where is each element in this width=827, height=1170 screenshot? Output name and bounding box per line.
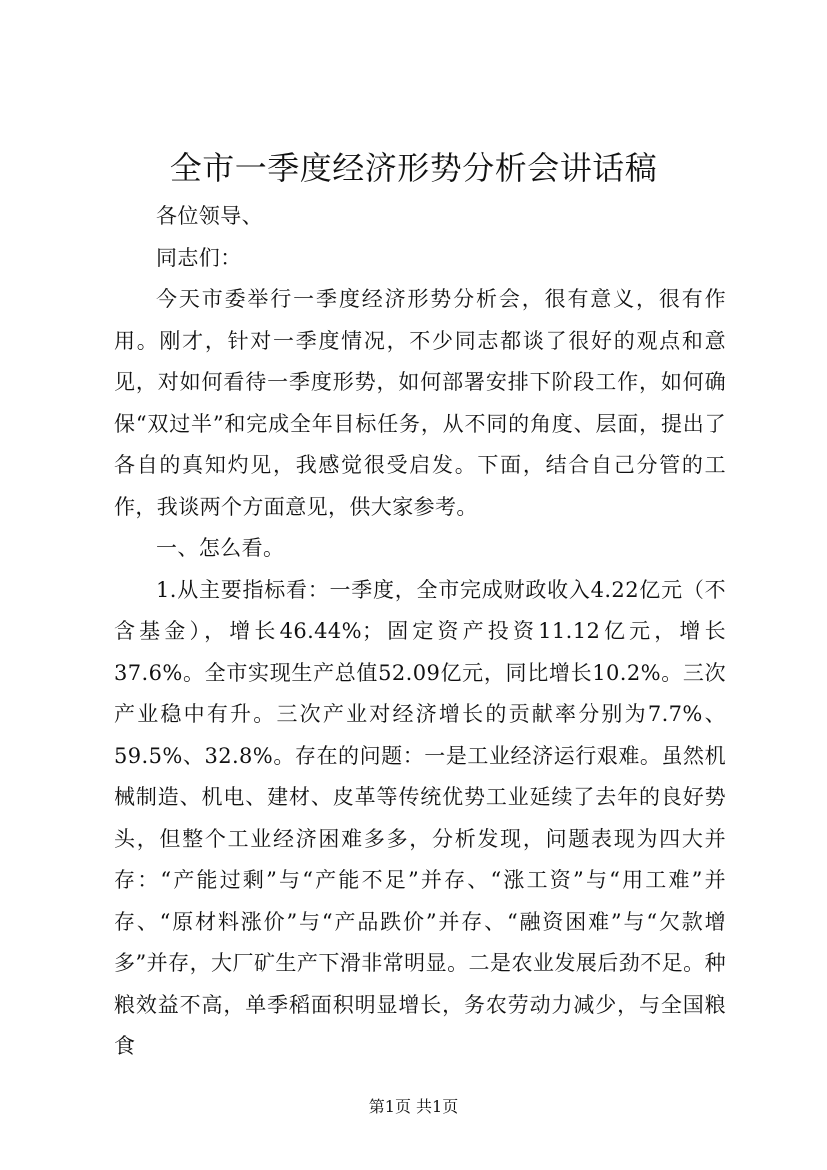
intro-paragraph: 今天市委举行一季度经济形势分析会，很有意义，很有作用。刚才，针对一季度情况，不少同志都谈了很好的观点和意见，对如何看待一季度形势，如何部署安排下阶段工作，如何确保“双过半”和完成全年目标任务，从不同的角度、层面，提出了各自的真知灼见，我感觉很受启发。下面，结合自己分管的工作，我谈两个方面意见，供大家参考。 (114, 287, 726, 519)
page-footer: 第1页 共1页 (368, 1097, 459, 1116)
salutation-comrades: 同志们： (156, 245, 242, 270)
document-title: 全市一季度经济形势分析会讲话稿 (169, 149, 658, 187)
salutation-leaders: 各位领导、 (156, 204, 263, 228)
document-body (114, 196, 726, 1068)
section-heading: 一、怎么看。 (156, 536, 285, 560)
indicators-paragraph: 1.从主要指标看：一季度，全市完成财政收入4.22亿元（不含基金），增长46.44%；固定资产投资11.12亿元，增长37.6%。全市实现生产总值52.09亿元，同比增长10.2%。三次产业稳中有升。三次产业对经济增长的贡献率分别为7.7%、59.5%、32.8%。存在的问题：一是工业经济运行艰难。虽然机械制造、机电、建材、皮革等传统优势工业延续了去年的良好势头，但整个工业经济困难多多，分析发现，问题表现为四大并存：“产能过剩”与“产能不足”并存、“涨工资”与“用工难”并存、“原材料涨价”与“产品跌价”并存、“融资困难”与“欠款增多”并存，大厂矿生产下滑非常明显。二是农业发展后劲不足。种粮效益不高，单季稻面积明显增长，务农劳动力减少，与全国粮食 (114, 577, 726, 1058)
